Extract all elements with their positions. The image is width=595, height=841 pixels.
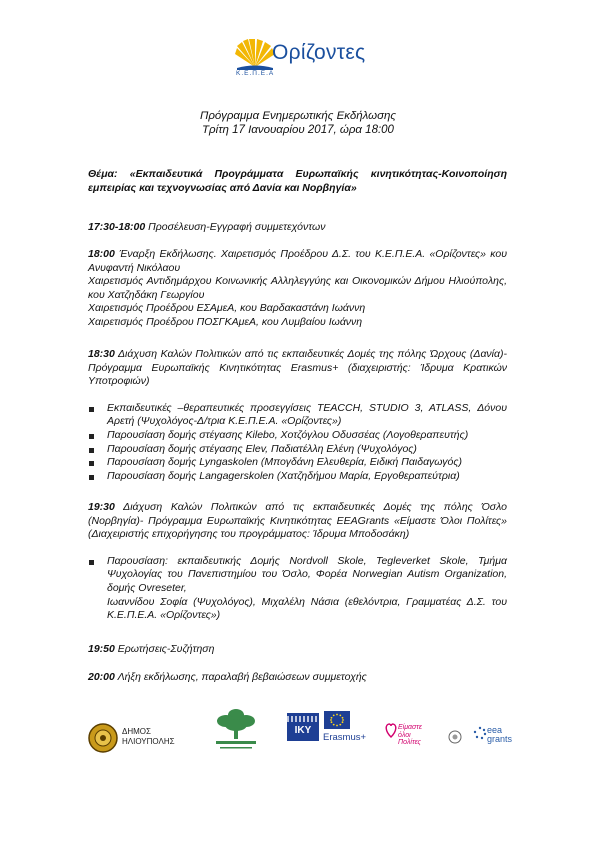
agenda-time: 19:50: [88, 643, 115, 655]
greeting-line: Χαιρετισμός Προέδρου ΕΣΑμεΑ, κου Βαρδακαστάνη Ιωάννη: [88, 302, 366, 315]
list-item: Παρουσίαση δομής στέγασης Elev, Παδιατέλλη Ελένη (Ψυχολόγος): [88, 443, 507, 457]
erasmus-label: Erasmus+: [323, 732, 367, 743]
agenda-time: 19:30: [88, 501, 115, 513]
erasmus-logo: [323, 705, 373, 765]
denmark-presentations-list: [88, 402, 507, 484]
citizens-line: Είμαστε: [398, 724, 422, 731]
list-item: Εκπαιδευτικές –θεραπευτικές προσεγγίσεις TEACCH, STUDIO 3, ATLASS, Δόνου Αρετή (Ψυχολόγος-Δ/τρια Κ.Ε.Π.Ε.Α. «Ορίζοντες»): [88, 402, 507, 429]
eea-line: grants: [487, 734, 513, 744]
agenda-time: 18:30: [88, 348, 115, 360]
list-item: Παρουσίαση δομής Lyngaskolen (Μπογδάνη Ελευθερία, Ειδική Παιδαγωγός): [88, 456, 507, 470]
subject-label: Θέμα:: [88, 168, 118, 180]
norway-presentations-list: [88, 555, 507, 623]
agenda-item-opening: [88, 248, 507, 330]
agenda-item-discussion: [88, 643, 507, 657]
greeting-line: Χαιρετισμός Αντιδημάρχου Κοινωνικής Αλληλεγγύης και Οικονομικών Δήμου Ηλιούπολης, κου Χατζηδάκη Γεωργίου: [88, 275, 507, 301]
eu-flag-icon: [324, 711, 350, 729]
program-title: Πρόγραμμα Ενημερωτικής Εκδήλωσης: [199, 110, 396, 122]
greeting-line: Χαιρετισμός Προέδρου ΠΟΣΓΚΑμεΑ, κου Λυμβαίου Ιωάννη: [88, 315, 363, 328]
esamea-logo: [210, 705, 262, 765]
dimos-ilioupolis-logo: [88, 705, 183, 765]
coat-of-arms-icon: [88, 723, 118, 753]
tree-icon: [210, 705, 262, 753]
agenda-opening-text: [88, 248, 507, 275]
agenda-time: 18:00: [88, 248, 115, 260]
iky-logo: [287, 705, 321, 765]
agenda-item-norway: [88, 501, 507, 623]
event-header: [88, 109, 508, 137]
agenda-time: 20:00: [88, 671, 115, 683]
agenda-text: Λήξη εκδήλωσης, παραλαβή βεβαιώσεων συμμετοχής: [114, 671, 367, 683]
event-date: Τρίτη 17 Ιανουαρίου 2017, ώρα 18:00: [202, 124, 394, 136]
list-item-text-continued: Ιωαννίδου Σοφία (Ψυχολόγος), Μιχαλέλη Νάσια (εθελόντρια, Γραμματέας Δ.Σ. του Κ.Ε.Π.Ε.Α. «Ορίζοντες»): [107, 595, 507, 622]
citizens-line: Πολίτες: [398, 739, 421, 746]
list-item: Παρουσίαση δομής Langagerskolen (Χατζηδήμου Μαρία, Εργοθεραπεύτρια): [88, 470, 507, 484]
we-are-all-citizens-logo: [385, 705, 435, 765]
iky-box: [287, 713, 319, 741]
partner-emblem: [448, 705, 464, 765]
agenda-time: 17:30-18:00: [88, 221, 146, 233]
logo-subtitle: Κ.Ε.Π.Ε.Α: [236, 70, 275, 77]
eea-stars-icon: [473, 726, 487, 740]
dimos-name: ΔΗΜΟΣ ΗΛΙΟΥΠΟΛΗΣ: [122, 727, 175, 746]
iky-label: IKY: [294, 725, 312, 736]
subject: [88, 168, 507, 195]
eea-grants-logo: [473, 705, 513, 765]
agenda-text: Ερωτήσεις-Συζήτηση: [114, 643, 215, 655]
horizontes-logo: [235, 37, 385, 81]
agenda-item-arrival: [88, 221, 507, 235]
citizens-text: [398, 724, 422, 747]
agenda-text: Διάχυση Καλών Πολιτικών από τις εκπαιδευτικές Δομές της πόλης Όσλο (Νορβηγία)- Πρόγραμμα Ευρωπαϊκής Κινητικότητας EEAGrants «Είμαστε Όλοι Πολίτες» (Διαχειριστής επιχορήγησης του προγράμματος: Ίδρυμα Μποδοσάκη): [88, 501, 507, 541]
agenda-text: Προσέλευση-Εγγραφή συμμετεχόντων: [145, 221, 326, 233]
agenda-denmark-text: [88, 348, 507, 389]
list-item-text: Παρουσίαση: εκπαιδευτικής Δομής Nordvoll Skole, Tegleverket Skole, Τμήμα Ψυχολογίας του Πανεπιστημίου του Όσλο, Φορέα Norwegian Autism Organization, δομής Ovreseter,: [107, 554, 507, 594]
heart-icon: [385, 722, 397, 738]
agenda-norway-text: [88, 501, 507, 542]
subject-text: «Εκπαιδευτικά Προγράμματα Ευρωπαϊκής κινητικότητας-Κοινοποίηση εμπειρίας και τεχνογνωσίας από Δανία και Νορβηγία»: [88, 168, 507, 194]
agenda-item-closing: [88, 671, 507, 685]
eea-line: eea: [487, 725, 503, 735]
eea-text: [487, 726, 512, 744]
list-item: [88, 555, 507, 623]
list-item: Παρουσίαση δομής στέγασης Kilebo, Χοτζόγλου Οδυσσέας (Λογοθεραπευτής): [88, 429, 507, 443]
agenda-text: Διάχυση Καλών Πολιτικών από τις εκπαιδευτικές Δομές της πόλης Ώρχους (Δανία)- Πρόγραμμα Ευρωπαϊκής Κινητικότητας Erasmus+ (διαχειριστής: Ίδρυμα Κρατικών Υποτροφιών): [88, 348, 507, 388]
circle-emblem-icon: [448, 730, 462, 744]
citizens-line: όλοι: [398, 731, 411, 739]
logo-name: Ορίζοντες: [272, 41, 366, 64]
agenda-item-denmark: [88, 348, 507, 483]
iky-pattern: [287, 716, 319, 722]
agenda-text: Έναρξη Εκδήλωσης. Χαιρετισμός Προέδρου Δ.Σ. του Κ.Ε.Π.Ε.Α. «Ορίζοντες» κου Ανυφαντή Νικόλαου: [88, 248, 507, 274]
